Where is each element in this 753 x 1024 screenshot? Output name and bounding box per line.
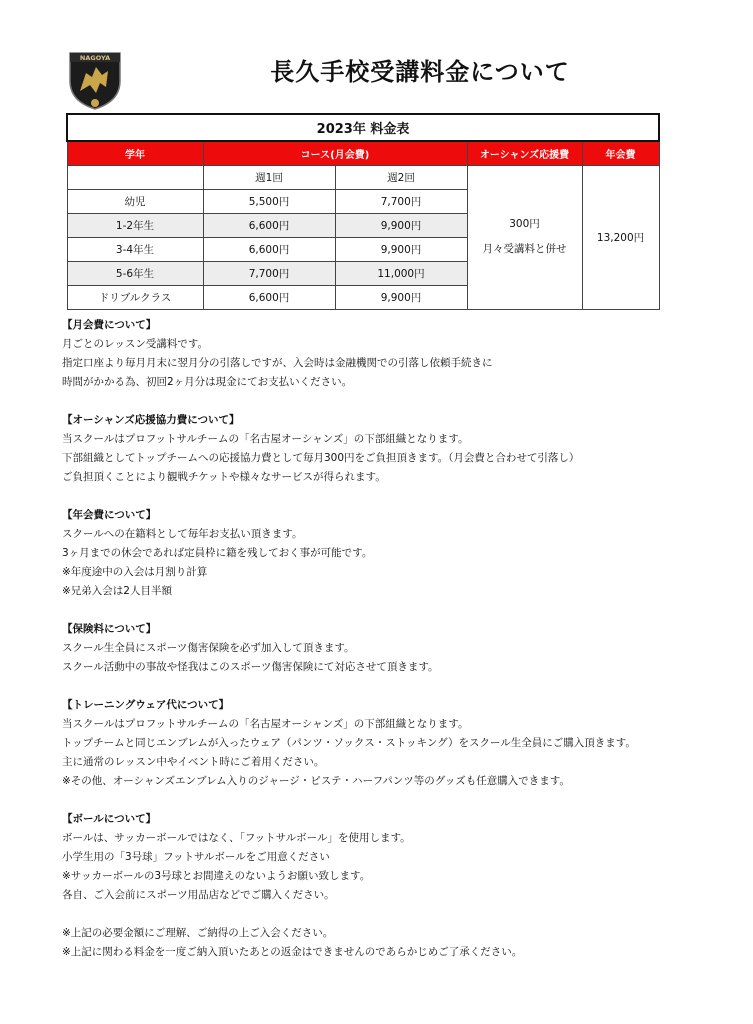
row-grade: 3-4年生 (67, 237, 203, 261)
section-line: 下部組織としてトップチームへの応援協力費として毎月300円をご負担頂きます。（月会費と合わせて引落し） (62, 452, 580, 464)
section-line: 時間がかかる為、初回2ヶ月分は現金にてお支払いください。 (62, 376, 353, 388)
row-grade: ドリブルクラス (67, 285, 203, 309)
section-line: ※上記の必要金額にご理解、ご納得の上ご入会ください。 (62, 927, 334, 939)
section-line: 3ヶ月までの休会であれば定員枠に籍を残しておく事が可能です。 (62, 547, 373, 559)
section-block (62, 316, 742, 392)
section-line: 小学生用の「3号球」フットサルボールをご用意ください (62, 851, 330, 863)
annual-fee-cell: 13,200円 (582, 165, 659, 309)
table-cell-empty (67, 165, 203, 189)
section-line: 主に通常のレッスン中やイベント時にご着用ください。 (62, 756, 325, 768)
support-note: 月々受講料と併せ (482, 243, 567, 255)
subheader-week2: 週2回 (335, 165, 467, 189)
svg-text:NAGOYA: NAGOYA (79, 54, 111, 62)
row-week2: 11,000円 (335, 261, 467, 285)
row-grade: 幼児 (67, 189, 203, 213)
row-grade: 5-6年生 (67, 261, 203, 285)
row-week2: 9,900円 (335, 237, 467, 261)
support-amount: 300円 (509, 217, 540, 230)
subheader-week1: 週1回 (203, 165, 335, 189)
section-block (62, 620, 742, 677)
section-line: ※その他、オーシャンズエンブレム入りのジャージ・ピステ・ハーフパンツ等のグッズも任意購入できます。 (62, 775, 570, 787)
support-fee-cell (467, 165, 582, 309)
row-week1: 6,600円 (203, 213, 335, 237)
section-line: 当スクールはプロフットサルチームの「名古屋オーシャンズ」の下部組織となります。 (62, 433, 469, 445)
section-title: 【年会費について】 (62, 509, 157, 521)
header-course: コース(月会費) (203, 141, 467, 165)
section-block (62, 411, 742, 487)
section-line: 月ごとのレッスン受講料です。 (62, 338, 209, 350)
header-grade: 学年 (67, 141, 203, 165)
row-week2: 9,900円 (335, 213, 467, 237)
section-block (62, 810, 742, 905)
row-grade: 1-2年生 (67, 213, 203, 237)
section-block (62, 924, 742, 962)
section-line: ※上記に関わる料金を一度ご納入頂いたあとの返金はできませんのであらかじめご了承ください。 (62, 946, 523, 958)
page-title: 長久手校受講料金について (270, 58, 570, 86)
explanation-sections (62, 316, 742, 981)
row-week1: 6,600円 (203, 285, 335, 309)
row-week1: 6,600円 (203, 237, 335, 261)
section-line: ※兄弟入会は2人目半額 (62, 585, 172, 597)
row-week2: 9,900円 (335, 285, 467, 309)
section-title: 【ボールについて】 (62, 813, 157, 825)
section-line: 指定口座より毎月月末に翌月分の引落しですが、入会時は金融機関での引落し依頼手続きに (62, 357, 493, 369)
section-line: 各自、ご入会前にスポーツ用品店などでご購入ください。 (62, 889, 335, 901)
row-week1: 5,500円 (203, 189, 335, 213)
section-title: 【オーシャンズ応援協力費について】 (62, 414, 240, 426)
section-title: 【保険料について】 (62, 623, 157, 635)
section-block (62, 506, 742, 601)
fee-table (66, 113, 660, 310)
section-line: スクールへの在籍料として毎年お支払い頂きます。 (62, 528, 303, 540)
header-support: オーシャンズ応援費 (467, 141, 582, 165)
row-week2: 7,700円 (335, 189, 467, 213)
section-block (62, 696, 742, 791)
section-line: ※年度途中の入会は月割り計算 (62, 566, 208, 578)
section-line: ボールは、サッカーボールではなく、「フットサルボール」を使用します。 (62, 832, 411, 844)
section-line: スクール活動中の事故や怪我はこのスポーツ傷害保険にて対応させて頂きます。 (62, 661, 439, 673)
section-title: 【トレーニングウェア代について】 (62, 699, 230, 711)
section-line: ※サッカーボールの3号球とお間違えのないようお願い致します。 (62, 870, 371, 882)
section-line: トップチームと同じエンブレムが入ったウェア（パンツ・ソックス・ストッキング）をスクール生全員にご購入頂きます。 (62, 737, 636, 749)
section-line: スクール生全員にスポーツ傷害保険を必ず加入して頂きます。 (62, 642, 355, 654)
header-annual: 年会費 (582, 141, 659, 165)
section-line: 当スクールはプロフットサルチームの「名古屋オーシャンズ」の下部組織となります。 (62, 718, 469, 730)
row-week1: 7,700円 (203, 261, 335, 285)
table-caption: 2023年 料金表 (67, 114, 659, 141)
club-emblem-logo (66, 47, 124, 111)
section-title: 【月会費について】 (62, 319, 157, 331)
section-line: ご負担頂くことにより観戦チケットや様々なサービスが得られます。 (62, 471, 386, 483)
